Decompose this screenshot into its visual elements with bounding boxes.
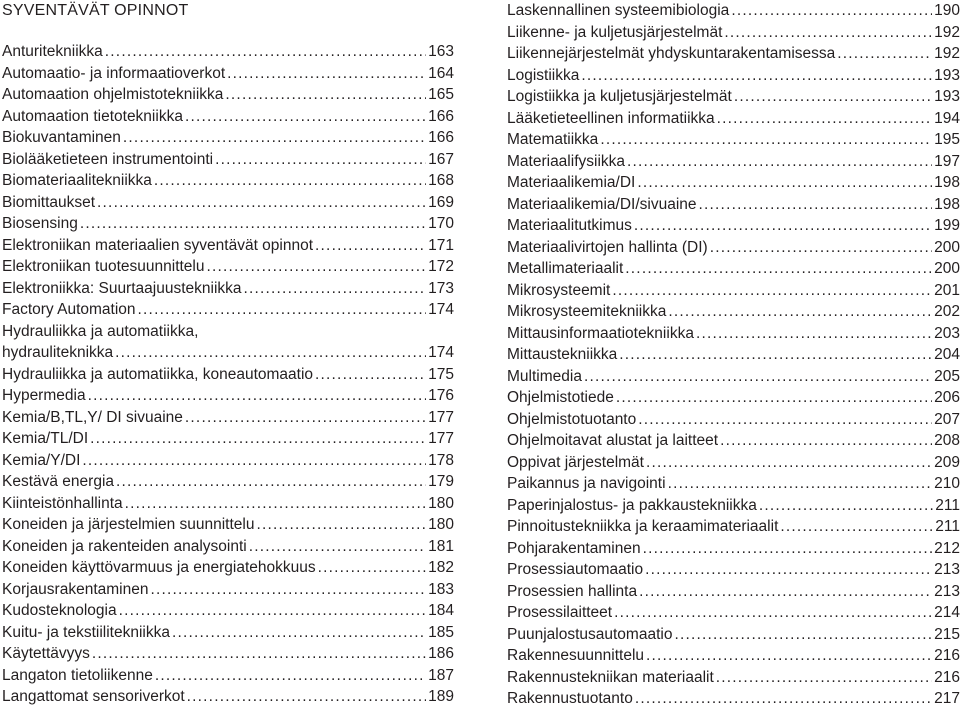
toc-entry[interactable] [2,256,454,278]
toc-entry-title: Lääketieteellinen informatiikka [507,109,715,127]
toc-entry-title: Pinnoitustekniikka ja keraamimateriaalit [507,518,779,535]
toc-entry[interactable] [2,557,454,579]
toc-entry[interactable] [507,581,960,603]
toc-entry[interactable] [507,495,960,517]
toc-entry-page-number: 192 [934,23,960,41]
toc-entry[interactable] [2,127,454,149]
dot-leader [734,86,932,108]
dot-leader [154,170,426,192]
toc-entry-page-number: 201 [934,281,960,299]
toc-entry-page-number: 189 [428,688,454,705]
toc-entry[interactable] [2,385,454,407]
toc-entry[interactable] [507,22,960,44]
toc-entry[interactable] [2,278,454,300]
toc-entry-page-number: 195 [934,131,960,148]
toc-entry[interactable] [507,194,960,216]
toc-entry-page-number: 163 [428,43,454,60]
toc-entry-title: Materiaalifysiikka [507,152,626,170]
toc-entry-page-number: 185 [428,623,454,641]
toc-entry[interactable] [507,473,960,495]
toc-entry-title: Koneiden ja rakenteiden analysointi [2,537,247,555]
dot-leader [634,215,932,237]
toc-entry[interactable] [507,559,960,581]
dot-leader [249,536,426,558]
dot-leader [172,622,426,644]
dot-leader [92,643,426,665]
toc-entry[interactable] [507,86,960,108]
toc-entry[interactable] [507,215,960,237]
dot-leader [125,493,426,515]
dot-leader [90,428,426,450]
toc-entry-page-number: 203 [934,324,960,342]
toc-entry-page-number: 198 [934,174,960,191]
toc-entry-page-number: 173 [428,279,454,297]
toc-entry[interactable] [2,321,454,343]
toc-entry[interactable] [507,108,960,130]
toc-entry[interactable] [2,63,454,85]
toc-entry-title: Rakennesuunnittelu [507,647,645,664]
toc-entry-page-number: 172 [428,258,454,275]
toc-entry-page-number: 216 [934,647,960,664]
toc-entry[interactable] [507,323,960,345]
toc-entry-title: Oppivat järjestelmät [507,453,644,471]
toc-entry-page-number: 198 [934,195,960,213]
toc-entry-page-number: 174 [428,301,454,318]
toc-entry[interactable] [2,84,454,106]
toc-entry-page-number: 213 [934,582,960,600]
toc-entry[interactable] [2,299,454,321]
toc-entry[interactable] [507,280,960,302]
toc-entry-title: Biosensing [2,215,78,232]
dot-leader [185,407,426,429]
toc-entry-page-number: 166 [428,107,454,125]
toc-entry[interactable] [2,622,454,644]
toc-entry-title: Rakennustekniikan materiaalit [507,668,714,686]
dot-leader [668,301,932,323]
toc-entry-title: hydrauliteknikka [2,344,114,361]
toc-entry-title: Mittausinformaatiotekniikka [507,324,694,342]
toc-entry[interactable] [2,428,454,450]
toc-entry-title: Prosessiautomaatio [507,561,644,578]
toc-entry-page-number: 180 [428,494,454,512]
toc-entry-title: Elektroniikan tuotesuunnittelu [2,258,205,275]
toc-entry-title: Matematiikka [507,131,599,148]
dot-leader [674,624,932,646]
toc-entry-page-number: 194 [934,109,960,127]
toc-entry-title: Automaation tietotekniikka [2,107,183,125]
toc-entry-page-number: 215 [934,625,960,643]
toc-entry-title: Materiaalivirtojen hallinta (DI) [507,238,708,256]
toc-entry-page-number: 212 [934,539,960,557]
toc-entry-page-number: 192 [934,45,960,62]
toc-entry[interactable] [2,450,454,472]
toc-entry-title: Koneiden ja järjestelmien suunnittelu [2,516,255,533]
toc-entry-page-number: 211 [935,496,960,514]
toc-entry-title: Mikrosysteemit [507,281,611,299]
dot-leader [123,127,426,149]
toc-entry-title: Hydrauliikka ja automatiikka, [2,322,199,340]
toc-entry[interactable] [2,686,454,708]
toc-entry-title: Laskennallinen systeemibiologia [507,2,730,19]
toc-entry-page-number: 200 [934,260,960,277]
toc-entry[interactable] [2,170,454,192]
dot-leader [645,559,932,581]
toc-entry[interactable] [507,430,960,452]
dot-leader [627,151,932,173]
toc-entry-page-number: 193 [934,66,960,84]
toc-entry[interactable] [507,667,960,689]
toc-entry-title: Factory Automation [2,301,136,318]
toc-entry-page-number: 199 [934,217,960,234]
toc-entry-title: Korjausrakentaminen [2,580,149,598]
toc-entry-page-number: 179 [428,473,454,490]
dot-leader [717,108,932,130]
toc-entry-title: Langattomat sensoriverkot [2,688,185,705]
toc-entry-title: Kemia/TL/DI [2,430,89,447]
dot-leader [80,213,426,235]
toc-entry[interactable] [507,344,960,366]
toc-entry-page-number: 177 [428,408,454,426]
dot-leader [637,172,932,194]
toc-entry-title: Biokuvantaminen [2,129,121,146]
toc-entry[interactable] [2,600,454,622]
dot-leader [227,63,426,85]
dot-leader [716,667,932,689]
toc-entry-title: Liikennejärjestelmät yhdyskuntarakentamisessa [507,45,836,62]
dot-leader [646,645,932,667]
dot-leader [638,409,932,431]
toc-entry-title: Logistiikka ja kuljetusjärjestelmät [507,88,732,105]
dot-leader [315,235,426,257]
toc-entry-page-number: 186 [428,645,454,662]
toc-entry-page-number: 205 [934,367,960,385]
toc-entry-title: Liikenne- ja kuljetusjärjestelmät [507,23,723,41]
toc-entry[interactable] [2,471,454,493]
toc-right-column [507,0,960,710]
toc-entry-title: Materiaalikemia/DI [507,174,636,191]
toc-entry[interactable] [2,213,454,235]
dot-leader [82,450,426,472]
toc-entry[interactable] [2,407,454,429]
toc-entry[interactable] [507,688,960,710]
toc-entry-title: Ohjelmistotiede [507,389,614,406]
toc-entry-page-number: 197 [934,152,960,170]
toc-entry[interactable] [507,151,960,173]
dot-leader [119,600,427,622]
toc-entry[interactable] [507,538,960,560]
toc-entry-title: Kuitu- ja tekstiilitekniikka [2,623,170,641]
dot-leader [155,665,426,687]
dot-leader [207,256,427,278]
dot-leader [619,344,932,366]
toc-entry[interactable] [2,106,454,128]
dot-leader [225,84,426,106]
toc-entry[interactable] [507,387,960,409]
toc-entry[interactable] [2,149,454,171]
toc-entry-page-number: 166 [428,129,454,146]
dot-leader [646,452,932,474]
toc-entry-page-number: 184 [428,602,454,619]
toc-entry[interactable] [2,643,454,665]
toc-left-column [2,41,454,708]
toc-entry-title: Pohjarakentaminen [507,539,641,557]
toc-entry[interactable] [2,665,454,687]
dot-leader [581,65,932,87]
toc-entry-page-number: 211 [935,518,960,535]
toc-entry-page-number: 193 [934,88,960,105]
toc-entry[interactable] [2,342,454,364]
toc-entry-page-number: 204 [934,346,960,363]
toc-entry[interactable] [507,258,960,280]
dot-leader [837,43,932,65]
toc-entry[interactable] [507,452,960,474]
toc-entry-title: Paperinjalostus- ja pakkaustekniikka [507,496,757,514]
toc-entry-page-number: 200 [934,238,960,256]
toc-entry-title: Langaton tietoliikenne [2,666,153,684]
toc-entry[interactable] [2,364,454,386]
toc-entry-page-number: 182 [428,559,454,576]
dot-leader [612,280,932,302]
toc-entry-title: Rakennustuotanto [507,690,633,707]
toc-entry-title: Koneiden käyttövarmuus ja energiatehokkuus [2,559,316,576]
toc-entry-title: Ohjelmistotuotanto [507,410,637,428]
toc-entry-title: Multimedia [507,367,582,385]
toc-entry[interactable] [2,41,454,63]
toc-entry-title: Elektroniikan materiaalien syventävät opinnot [2,236,314,254]
toc-entry-title: Kudosteknologia [2,602,117,619]
toc-entry-page-number: 168 [428,172,454,189]
dot-leader [710,237,932,259]
toc-entry[interactable] [507,409,960,431]
toc-entry[interactable] [2,536,454,558]
toc-entry-page-number: 207 [934,410,960,428]
dot-leader [668,473,933,495]
toc-entry-title: Metallimateriaalit [507,260,624,277]
toc-entry-title: Mittaustekniikka [507,346,618,363]
toc-entry-title: Käytettävyys [2,645,90,662]
toc-entry-title: Automaatio- ja informaatioverkot [2,64,226,82]
dot-leader [639,581,932,603]
toc-entry[interactable] [507,43,960,65]
toc-entry-page-number: 187 [428,666,454,684]
toc-entry[interactable] [507,366,960,388]
toc-entry[interactable] [2,579,454,601]
dot-leader [780,516,933,538]
dot-leader [699,194,933,216]
toc-entry-page-number: 178 [428,451,454,469]
toc-entry[interactable] [507,516,960,538]
toc-entry-page-number: 214 [934,604,960,621]
toc-entry[interactable] [507,624,960,646]
toc-entry-title: Elektroniikka: Suurtaajuustekniikka [2,279,242,297]
toc-entry-title: Biomittaukset [2,193,96,211]
dot-leader [318,557,426,579]
toc-entry-title: Biomateriaalitekniikka [2,172,152,189]
toc-entry-page-number: 181 [428,537,454,555]
toc-entry-page-number: 177 [428,430,454,447]
toc-entry-title: Biolääketieteen instrumentointi [2,150,214,168]
dot-leader [138,299,427,321]
toc-entry-page-number: 171 [428,236,454,254]
dot-leader [256,514,426,536]
dot-leader [215,149,426,171]
toc-entry-page-number: 209 [934,453,960,471]
toc-entry[interactable] [2,235,454,257]
toc-entry-page-number: 183 [428,580,454,598]
toc-entry-page-number: 216 [934,668,960,686]
dot-leader [635,688,932,710]
toc-entry-title: Mikrosysteemitekniikka [507,303,667,320]
toc-entry[interactable] [507,645,960,667]
toc-entry-title: Materiaalitutkimus [507,217,632,234]
toc-entry[interactable] [507,602,960,624]
toc-entry-page-number: 213 [934,561,960,578]
dot-leader [150,579,426,601]
dot-leader [759,495,933,517]
toc-entry-title: Hydrauliikka ja automatiikka, koneautomaatio [2,365,314,383]
dot-leader [116,471,426,493]
toc-entry-title: Prosessien hallinta [507,582,638,600]
toc-entry[interactable] [2,192,454,214]
toc-entry-title: Hypermedia [2,387,86,404]
toc-entry[interactable] [2,493,454,515]
toc-entry-title: Ohjelmoitavat alustat ja laitteet [507,432,719,449]
toc-entry[interactable] [507,129,960,151]
toc-entry-page-number: 165 [428,86,454,103]
dot-leader [616,387,932,409]
toc-entry-title: Puunjalostusautomaatio [507,625,673,643]
dot-leader [696,323,932,345]
dot-leader [244,278,427,300]
toc-entry-title: Logistiikka [507,66,580,84]
toc-entry-page-number: 169 [428,193,454,211]
toc-entry-page-number: 174 [428,344,454,361]
toc-entry-page-number: 190 [934,2,960,19]
toc-entry-page-number: 176 [428,387,454,404]
toc-entry[interactable] [507,65,960,87]
toc-entry-page-number: 208 [934,432,960,449]
section-heading: SYVENTÄVÄT OPINNOT [2,2,189,19]
dot-leader [731,0,932,22]
toc-entry-page-number: 167 [428,150,454,168]
toc-entry-title: Kiinteistönhallinta [2,494,123,512]
dot-leader [724,22,932,44]
toc-entry-page-number: 180 [428,516,454,533]
dot-leader [625,258,932,280]
toc-entry-title: Kemia/B,TL,Y/ DI sivuaine [2,408,183,426]
toc-entry-page-number: 217 [934,690,960,707]
toc-entry-page-number: 175 [428,365,454,383]
toc-entry-page-number: 170 [428,215,454,232]
dot-leader [720,430,932,452]
dot-leader [187,686,426,708]
toc-entry[interactable] [507,301,960,323]
dot-leader [97,192,426,214]
dot-leader [185,106,426,128]
toc-entry-page-number: 164 [428,64,454,82]
dot-leader [88,385,427,407]
toc-entry-title: Automaation ohjelmistotekniikka [2,86,224,103]
toc-entry[interactable] [507,237,960,259]
toc-entry-title: Materiaalikemia/DI/sivuaine [507,195,697,213]
dot-leader [643,538,933,560]
toc-entry-title: Prosessilaitteet [507,604,613,621]
toc-entry[interactable] [507,172,960,194]
toc-entry-page-number: 202 [934,303,960,320]
toc-entry-title: Paikannus ja navigointi [507,475,666,492]
toc-entry-page-number: 210 [934,475,960,492]
dot-leader [315,364,426,386]
toc-entry-title: Anturitekniikka [2,43,103,60]
toc-entry-title: Kemia/Y/DI [2,451,81,469]
dot-leader [614,602,932,624]
toc-entry[interactable] [2,514,454,536]
toc-entry[interactable] [507,0,960,22]
dot-leader [600,129,932,151]
dot-leader [105,41,426,63]
toc-entry-page-number: 206 [934,389,960,406]
dot-leader [584,366,932,388]
dot-leader [115,342,426,364]
toc-entry-title: Kestävä energia [2,473,115,490]
